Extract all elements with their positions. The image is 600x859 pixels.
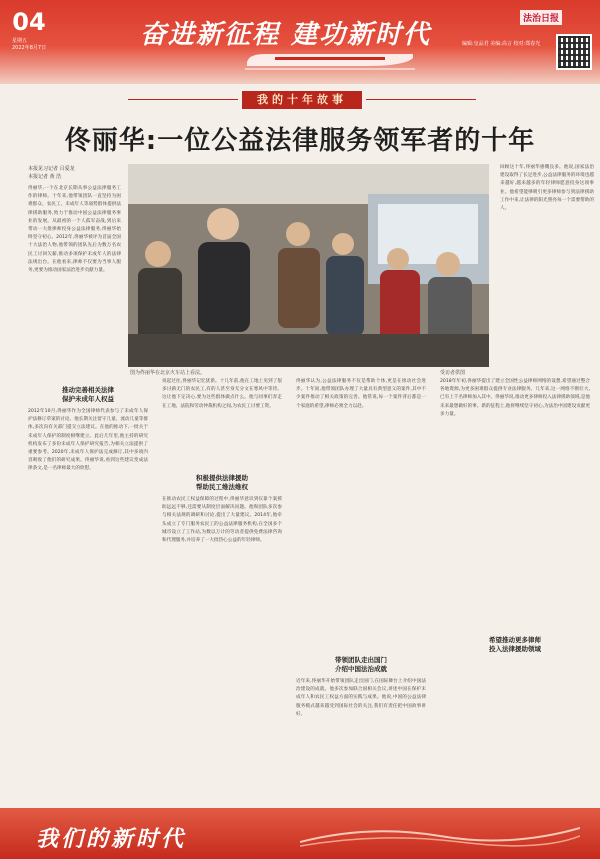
article-column: 佟丽华,一个在北京长期从事公益法律服务工作的律师。十年来,他带领团队一直坚持为困难群众、农民工、未成年人等弱势群体提供法律援助服务,致力于推动中国公益法律服务事业的发展。从最初的一个人孤军奋战,到后来带动一大批律师投身公益法律服务,佟丽华始终坚守初心。2012年,佟丽华被评为首届全国十大法治人物,他带领的团队先后为数万名农民工讨回欠薪,推动多项保护未成年人的法律法规出台。在他看来,律师不仅要为当事人服务,更要为推动国家法治进步贡献力量。 [28, 186, 121, 274]
article-column: 2012年10月,佟丽华作为全国律师代表参与了未成年人保护法修订草案的讨论。他长期关注留守儿童、流动儿童等群体,多次向有关部门提交立法建议。在他的推动下,一批关于未成年人保护的制度相继建立。此后几年里,他主持的研究机构发布了多份未成年人保护研究报告,为相关立法提供了重要参考。2020年,未成年人保护法完成修订,其中多项内容吸收了他们的研究成果。佟丽华说,看到这些建议变成法律条文,是一名律师最大的欣慰。 [28, 409, 148, 472]
photo-credit: 受访者供图 [440, 370, 466, 376]
weekday: 星期五 [12, 38, 28, 44]
article-column: 近年来,佟丽华开始带领团队走出国门,在国际舞台上介绍中国法治建设的成就。他多次参加联合国相关会议,讲述中国在保护未成年人和农民工权益方面的实践与成果。他说,中国的公益法律服务模式越来越受到国际社会的关注,我们有责任把中国故事讲好。 [296, 679, 426, 717]
article-column: 在推动农民工权益保障的过程中,佟丽华意识到仅靠个案援助远远不够,还需要从制度层面解决问题。他和团队多次参与相关法规的调研和讨论,提出了大量建议。2014年,他牵头成立了专门服务农民工的公益法律服务机构,在全国多个城市设立了工作站,为数以万计的劳动者提供免费法律咨询和代理服务,并培养了一大批热心公益的年轻律师。 [162, 497, 282, 544]
bylines [28, 165, 75, 181]
headline: 佟丽华:一位公益法律服务领军者的十年 [64, 126, 536, 156]
column-tag: 我的十年故事 [242, 91, 362, 109]
byline: 本报见习记者 吕爱龙 [28, 166, 75, 172]
section-subhead: 希望推动更多律师 投入法律援助领域 [489, 636, 541, 653]
footer-title: 我们的新时代 [36, 826, 187, 852]
article-column: 佟丽华认为,公益法律服务不仅是帮助个体,更是在推动社会进步。十年间,他带领团队办理了大量具有典型意义的案件,其中不少案件推动了相关政策的完善。他常说,每一个案件背后都是一个家庭的希望,律师必须全力以赴。 [296, 379, 426, 409]
news-photo [128, 164, 489, 367]
article-column: 2018年年初,佟丽华提出了建立全国性公益律师网络的设想,希望通过整合各地资源,为更多困难群众提供专业法律服务。几年来,这一网络不断壮大,已有上千名律师加入其中。佟丽华说,推动更多律师投入法律援助领域,是他未来最想做好的事。新的征程上,他将继续坚守初心,为法治中国建设贡献更多力量。 [440, 379, 590, 417]
footer-decoration [300, 818, 580, 848]
editors-line: 编辑:皇品君 美编:高言 校对:郑春光 [462, 41, 541, 47]
page-meta [12, 38, 46, 52]
banner-title: 奋进新征程 建功新时代 [140, 20, 432, 50]
page-header [0, 0, 600, 84]
article-column: 说起过往,佟丽华记忆犹新。十几年前,他在工地上见到了很多讨薪无门的农民工,有的人甚至身无分文在寒风中等待。这让他下定决心,要为这些群体做点什么。他与同事们奔走在工地、法院和劳动仲裁机构之间,为农民工讨要工资。 [162, 379, 282, 409]
section-subhead: 积极提供法律援助 帮助民工维法维权 [196, 474, 248, 491]
train-illustration [245, 48, 415, 70]
section-subhead: 带领团队走出国门 介绍中国法治成就 [335, 656, 387, 673]
newspaper-logo: 法治日报 [520, 10, 562, 25]
article-column: 回顾这十年,佟丽华感慨良多。他说,国家法治建设取得了长足进步,公益法律服务的环境也越来越好,越来越多的年轻律师愿意投身这项事业。他希望能够吸引更多律师参与到法律援助工作中来,让法律的阳光照亮每一个需要帮助的人。 [500, 165, 594, 212]
page-footer [0, 808, 600, 859]
qr-code [556, 34, 592, 70]
date: 2022年8月7日 [12, 45, 47, 51]
section-subhead: 推动完善相关法律 保护未成年人权益 [62, 386, 114, 403]
byline: 本报记者 黄 浩 [28, 174, 62, 180]
photo-illustration [128, 164, 489, 367]
page-number: 04 [12, 8, 46, 36]
photo-caption: 图为佟丽华在北京火车站上看法。 [130, 370, 206, 376]
